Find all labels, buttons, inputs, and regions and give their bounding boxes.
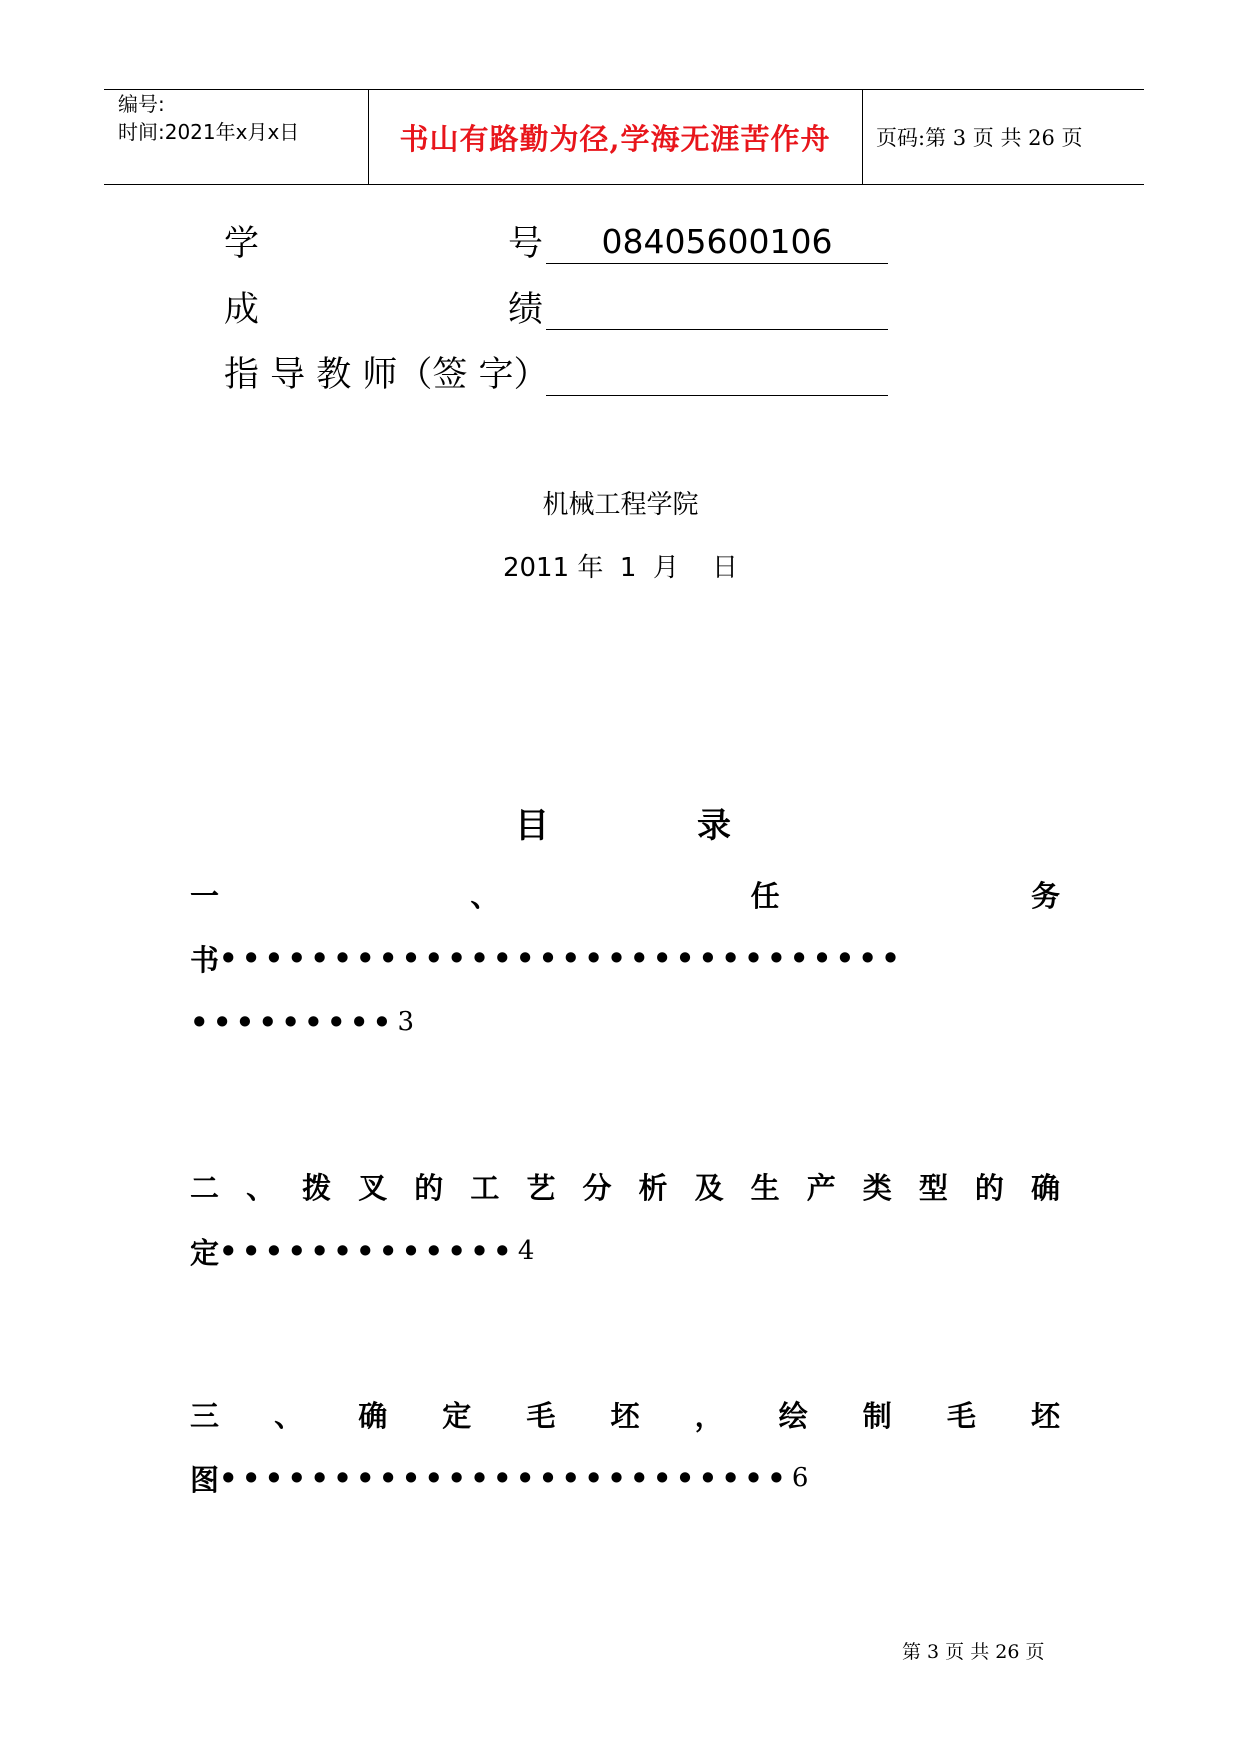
student-id-underline xyxy=(546,262,888,264)
toc-char: 毛 xyxy=(526,1398,556,1433)
advisor-label: 指 导 教 师（签 字） xyxy=(224,355,549,395)
toc-char: 、 xyxy=(246,1170,276,1205)
toc-item-2-heading[interactable] xyxy=(190,1164,1060,1208)
toc-char: 定 xyxy=(442,1398,472,1433)
toc-leader-dots: ••••••••• xyxy=(190,1005,396,1039)
toc-char: 及 xyxy=(694,1170,724,1205)
grade-underline xyxy=(546,328,888,330)
toc-char: 艺 xyxy=(526,1170,556,1205)
motto: 书山有路勤为径,学海无涯苦作舟 xyxy=(399,121,831,156)
toc-char: 、 xyxy=(470,878,500,913)
toc-char: 务 xyxy=(1030,878,1060,913)
toc-item-2-page: 4 xyxy=(517,1236,535,1266)
document-date: 2011 年 1 月 日 xyxy=(502,553,739,583)
header-motto-cell xyxy=(368,90,863,184)
toc-item-1-page-line[interactable] xyxy=(190,1000,414,1044)
toc-char: 的 xyxy=(414,1170,444,1205)
toc-char: 坯 xyxy=(1030,1398,1060,1433)
grade-label-2: 绩 xyxy=(508,290,544,330)
toc-char: 拨 xyxy=(302,1170,332,1205)
toc-char: 型 xyxy=(918,1170,948,1205)
toc-char: 坯 xyxy=(610,1398,640,1433)
toc-item-1-dots-line[interactable] xyxy=(190,936,904,980)
toc-char: 确 xyxy=(358,1398,388,1433)
toc-char: 分 xyxy=(582,1170,612,1205)
toc-char: 一 xyxy=(190,878,220,913)
school-name: 机械工程学院 xyxy=(542,490,699,520)
toc-title-1: 目 xyxy=(515,806,549,846)
toc-char: 任 xyxy=(750,878,780,913)
page-header xyxy=(104,89,1144,185)
advisor-underline xyxy=(546,394,888,396)
toc-char: ， xyxy=(694,1398,724,1433)
toc-item-1-page: 3 xyxy=(397,1007,415,1037)
serial-label: 编号: xyxy=(118,92,165,116)
toc-item-1-heading[interactable] xyxy=(190,872,1060,916)
toc-leader-dots: ••••••••••••• xyxy=(219,1234,516,1268)
toc-leader-dots: •••••••••••••••••••••••••••••• xyxy=(219,941,905,975)
header-page-cell xyxy=(862,90,1144,184)
toc-char: 三 xyxy=(190,1398,220,1433)
toc-item-2-page-line[interactable] xyxy=(190,1229,534,1273)
student-id-label-1: 学 xyxy=(224,224,260,264)
toc-char: 析 xyxy=(638,1170,668,1205)
toc-char: 叉 xyxy=(358,1170,388,1205)
toc-char: 工 xyxy=(470,1170,500,1205)
toc-item-2-end: 定 xyxy=(190,1235,220,1270)
toc-item-3-page-line[interactable] xyxy=(190,1456,808,1500)
toc-char: 绘 xyxy=(778,1398,808,1433)
toc-char: 生 xyxy=(750,1170,780,1205)
toc-char: 产 xyxy=(806,1170,836,1205)
toc-item-1-end: 书 xyxy=(190,942,220,977)
grade-label-1: 成 xyxy=(224,290,260,330)
toc-char: 确 xyxy=(1030,1170,1060,1205)
toc-item-3-page: 6 xyxy=(791,1463,809,1493)
toc-item-3-heading[interactable] xyxy=(190,1392,1060,1436)
page-footer: 第 3 页 共 26 页 xyxy=(902,1641,1045,1663)
toc-char: 二 xyxy=(190,1170,220,1205)
toc-item-3-end: 图 xyxy=(190,1462,220,1497)
toc-leader-dots: ••••••••••••••••••••••••• xyxy=(219,1461,790,1495)
toc-char: 毛 xyxy=(946,1398,976,1433)
toc-char: 的 xyxy=(974,1170,1004,1205)
toc-char: 、 xyxy=(274,1398,304,1433)
toc-title-2: 录 xyxy=(697,806,731,846)
toc-char: 制 xyxy=(862,1398,892,1433)
header-left-cell xyxy=(104,90,369,184)
student-id-value: 08405600106 xyxy=(601,222,833,261)
toc-char: 类 xyxy=(862,1170,892,1205)
student-id-label-2: 号 xyxy=(508,224,544,264)
time-label: 时间:2021年x月x日 xyxy=(118,120,300,144)
page-code: 页码:第 3 页 共 26 页 xyxy=(876,126,1083,150)
